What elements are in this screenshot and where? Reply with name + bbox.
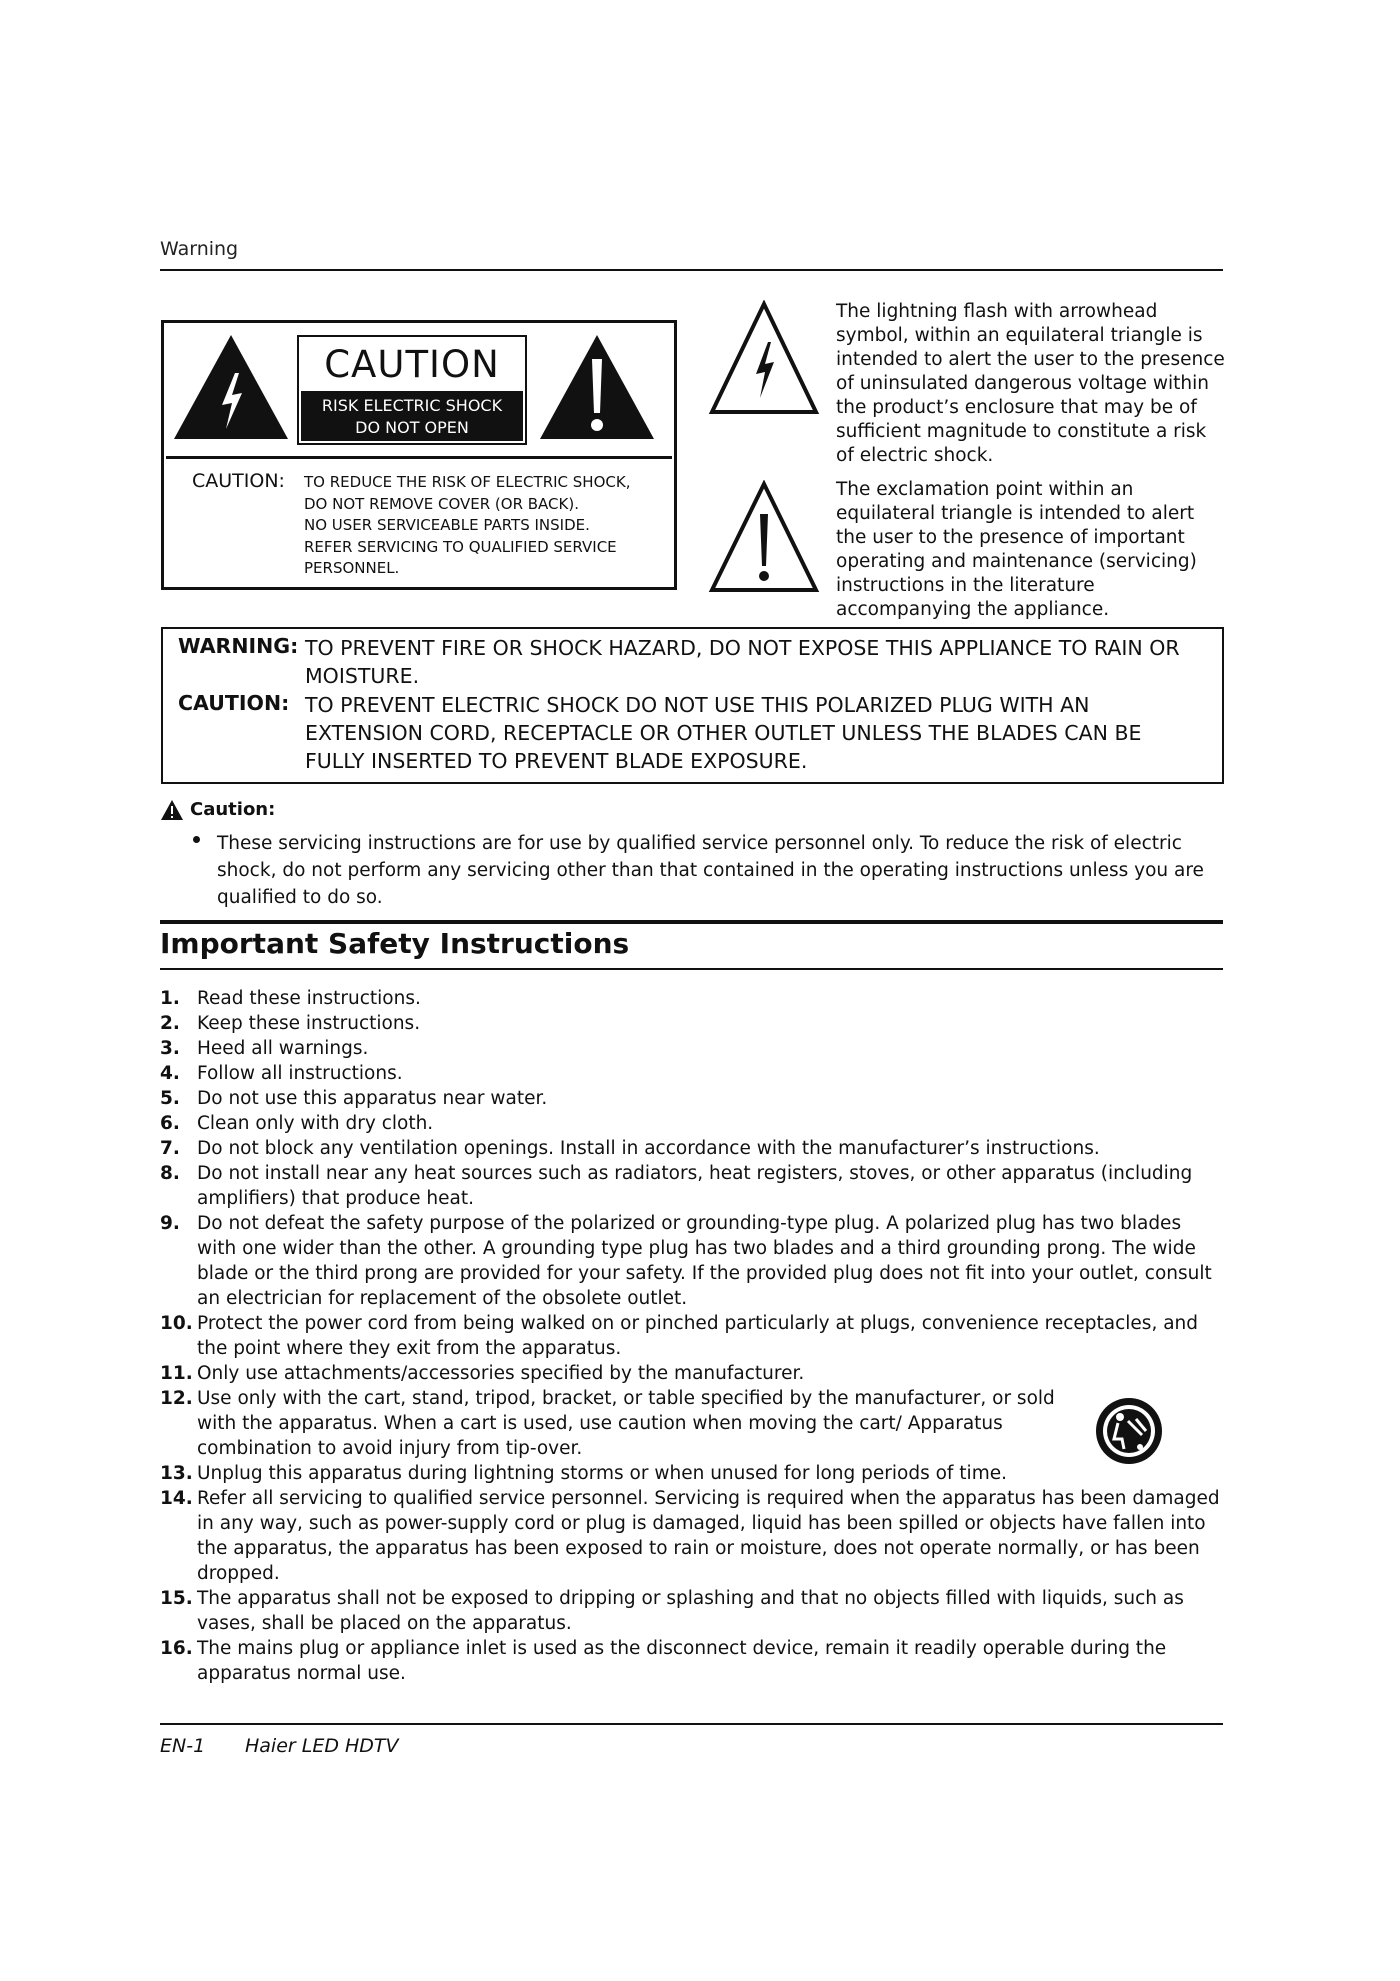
section-title: Important Safety Instructions [160, 927, 630, 960]
caution-sign-line-1: RISK ELECTRIC SHOCK [321, 396, 503, 415]
item-number: 16. [160, 1638, 193, 1659]
lightning-outline-icon [708, 300, 820, 418]
caution-sign-title: CAUTION [324, 343, 500, 386]
header-rule [160, 269, 1223, 271]
item-number: 3. [160, 1038, 180, 1059]
label-line: TO REDUCE THE RISK OF ELECTRIC SHOCK, [304, 473, 631, 491]
warning-key: WARNING: [178, 634, 299, 658]
item-text: Read these instructions. [197, 988, 421, 1009]
label-line: DO NOT REMOVE COVER (OR BACK). [304, 494, 579, 513]
product-name: Haier LED HDTV [245, 1735, 399, 1757]
page-number: EN-1 [160, 1735, 206, 1757]
list-item [160, 1136, 1226, 1161]
item-number: 7. [160, 1138, 180, 1159]
item-number: 11. [160, 1363, 193, 1384]
item-text: Follow all instructions. [197, 1063, 403, 1084]
list-item [160, 1161, 1226, 1211]
list-item [160, 1036, 1226, 1061]
item-number: 6. [160, 1113, 180, 1134]
item-number: 14. [160, 1488, 193, 1509]
list-item [160, 1461, 1226, 1486]
item-number: 1. [160, 988, 180, 1009]
safety-instructions-list [160, 986, 1226, 1686]
caution-text: TO PREVENT ELECTRIC SHOCK DO NOT USE THIS POLARIZED PLUG WITH AN EXTENSION CORD, RECEPTACLE OR OTHER OUTLET UNLESS THE BLADES CAN BE FULLY INSERTED TO PREVENT BLADE EXPOSURE. [305, 693, 1142, 773]
list-item [160, 1061, 1226, 1086]
item-text: Do not defeat the safety purpose of the polarized or grounding-type plug. A polarized plug has two blades with one wider than the other. A grounding type plug has two blades and a third grounding prong. The wide blade or the third prong are provided for your safety. If the provided plug does not fit into your outlet, consult an electrician for replacement of the obsolete outlet. [197, 1213, 1212, 1309]
item-number: 15. [160, 1588, 193, 1609]
item-text: Refer all servicing to qualified service personnel. Servicing is required when the apparatus has been damaged in any way, such as power-supply cord or plug is damaged, liquid has been spilled or objects have fallen into the apparatus, the apparatus has been exposed to rain or moisture, does not operate normally, or has been dropped. [197, 1488, 1220, 1584]
item-number: 10. [160, 1313, 193, 1334]
item-number: 8. [160, 1163, 180, 1184]
list-item [160, 1011, 1226, 1036]
list-item [160, 1636, 1226, 1686]
item-number: 12. [160, 1388, 193, 1409]
caution-note-bullet: These servicing instructions are for use by qualified service personnel only. To reduce the risk of electric shock, do not perform any servicing other than that contained in the operating instructions unless you are qualified to do so. [217, 833, 1204, 908]
label-line: PERSONNEL. [304, 559, 400, 577]
cart-tip-over-icon [1094, 1395, 1164, 1467]
item-text: Use only with the cart, stand, tripod, bracket, or table specified by the manufacturer, or sold with the apparatus. When a cart is used, use caution when moving the cart/ Apparatus combination to avoid injury from tip-over. [197, 1388, 1055, 1459]
list-item [160, 1086, 1226, 1111]
list-item [160, 1386, 1226, 1461]
caution-note-heading: Caution: [190, 799, 276, 820]
item-number: 9. [160, 1213, 180, 1234]
item-text: Heed all warnings. [197, 1038, 369, 1059]
label-caution-lines [304, 472, 664, 580]
label-line: NO USER SERVICEABLE PARTS INSIDE. [304, 516, 590, 534]
caution-key: CAUTION: [178, 691, 290, 715]
list-item [160, 1311, 1226, 1361]
item-text: Unplug this apparatus during lightning storms or when unused for long periods of time. [197, 1463, 1007, 1484]
item-text: Protect the power cord from being walked on or pinched particularly at plugs, convenience receptacles, and the point where they exit from the apparatus. [197, 1313, 1199, 1359]
bullet-dot [193, 836, 200, 843]
item-text: Do not use this apparatus near water. [197, 1088, 548, 1109]
caution-sign-band [301, 391, 523, 441]
item-text: Clean only with dry cloth. [197, 1113, 434, 1134]
label-caution-word: CAUTION: [192, 470, 285, 492]
warning-text: TO PREVENT FIRE OR SHOCK HAZARD, DO NOT EXPOSE THIS APPLIANCE TO RAIN OR MOISTURE. [305, 636, 1180, 688]
caution-sign [297, 335, 527, 445]
item-text: The apparatus shall not be exposed to dripping or splashing and that no objects filled with liquids, such as vases, shall be placed on the apparatus. [197, 1588, 1184, 1634]
list-item [160, 1586, 1226, 1636]
caution-sign-line-2: DO NOT OPEN [355, 418, 469, 437]
list-item [160, 1486, 1226, 1586]
lightning-warning-icon [172, 333, 290, 441]
list-item [160, 1111, 1226, 1136]
item-text: Do not install near any heat sources such as radiators, heat registers, stoves, or other apparatus (including amplifiers) that produce heat. [197, 1163, 1193, 1209]
item-number: 4. [160, 1063, 180, 1084]
lightning-symbol-text: The lightning flash with arrowhead symbol, within an equilateral triangle is intended to alert the user to the presence of uninsulated dangerous voltage within the product’s enclosure that may be of sufficient magnitude to constitute a risk of electric shock. [836, 301, 1225, 466]
list-item [160, 1361, 1226, 1386]
section-rule-top [160, 920, 1223, 924]
item-text: The mains plug or appliance inlet is used as the disconnect device, remain it readily operable during the apparatus normal use. [197, 1638, 1167, 1684]
caution-triangle-icon [160, 799, 184, 821]
section-header: Warning [160, 238, 239, 260]
item-number: 2. [160, 1013, 180, 1034]
item-text: Keep these instructions. [197, 1013, 421, 1034]
item-number: 13. [160, 1463, 193, 1484]
list-item [160, 986, 1226, 1011]
item-text: Only use attachments/accessories specified by the manufacturer. [197, 1363, 805, 1384]
section-rule-bottom [160, 968, 1223, 970]
item-number: 5. [160, 1088, 180, 1109]
exclamation-outline-icon [708, 480, 820, 596]
label-line: REFER SERVICING TO QUALIFIED SERVICE [304, 537, 617, 556]
exclamation-symbol-text: The exclamation point within an equilateral triangle is intended to alert the user to the presence of important operating and maintenance (servicing) instructions in the literature accompanying the appliance. [836, 479, 1197, 620]
item-text: Do not block any ventilation openings. Install in accordance with the manufacturer’s instructions. [197, 1138, 1100, 1159]
exclamation-warning-icon [538, 333, 656, 441]
list-item [160, 1211, 1226, 1311]
footer-rule [160, 1723, 1223, 1725]
